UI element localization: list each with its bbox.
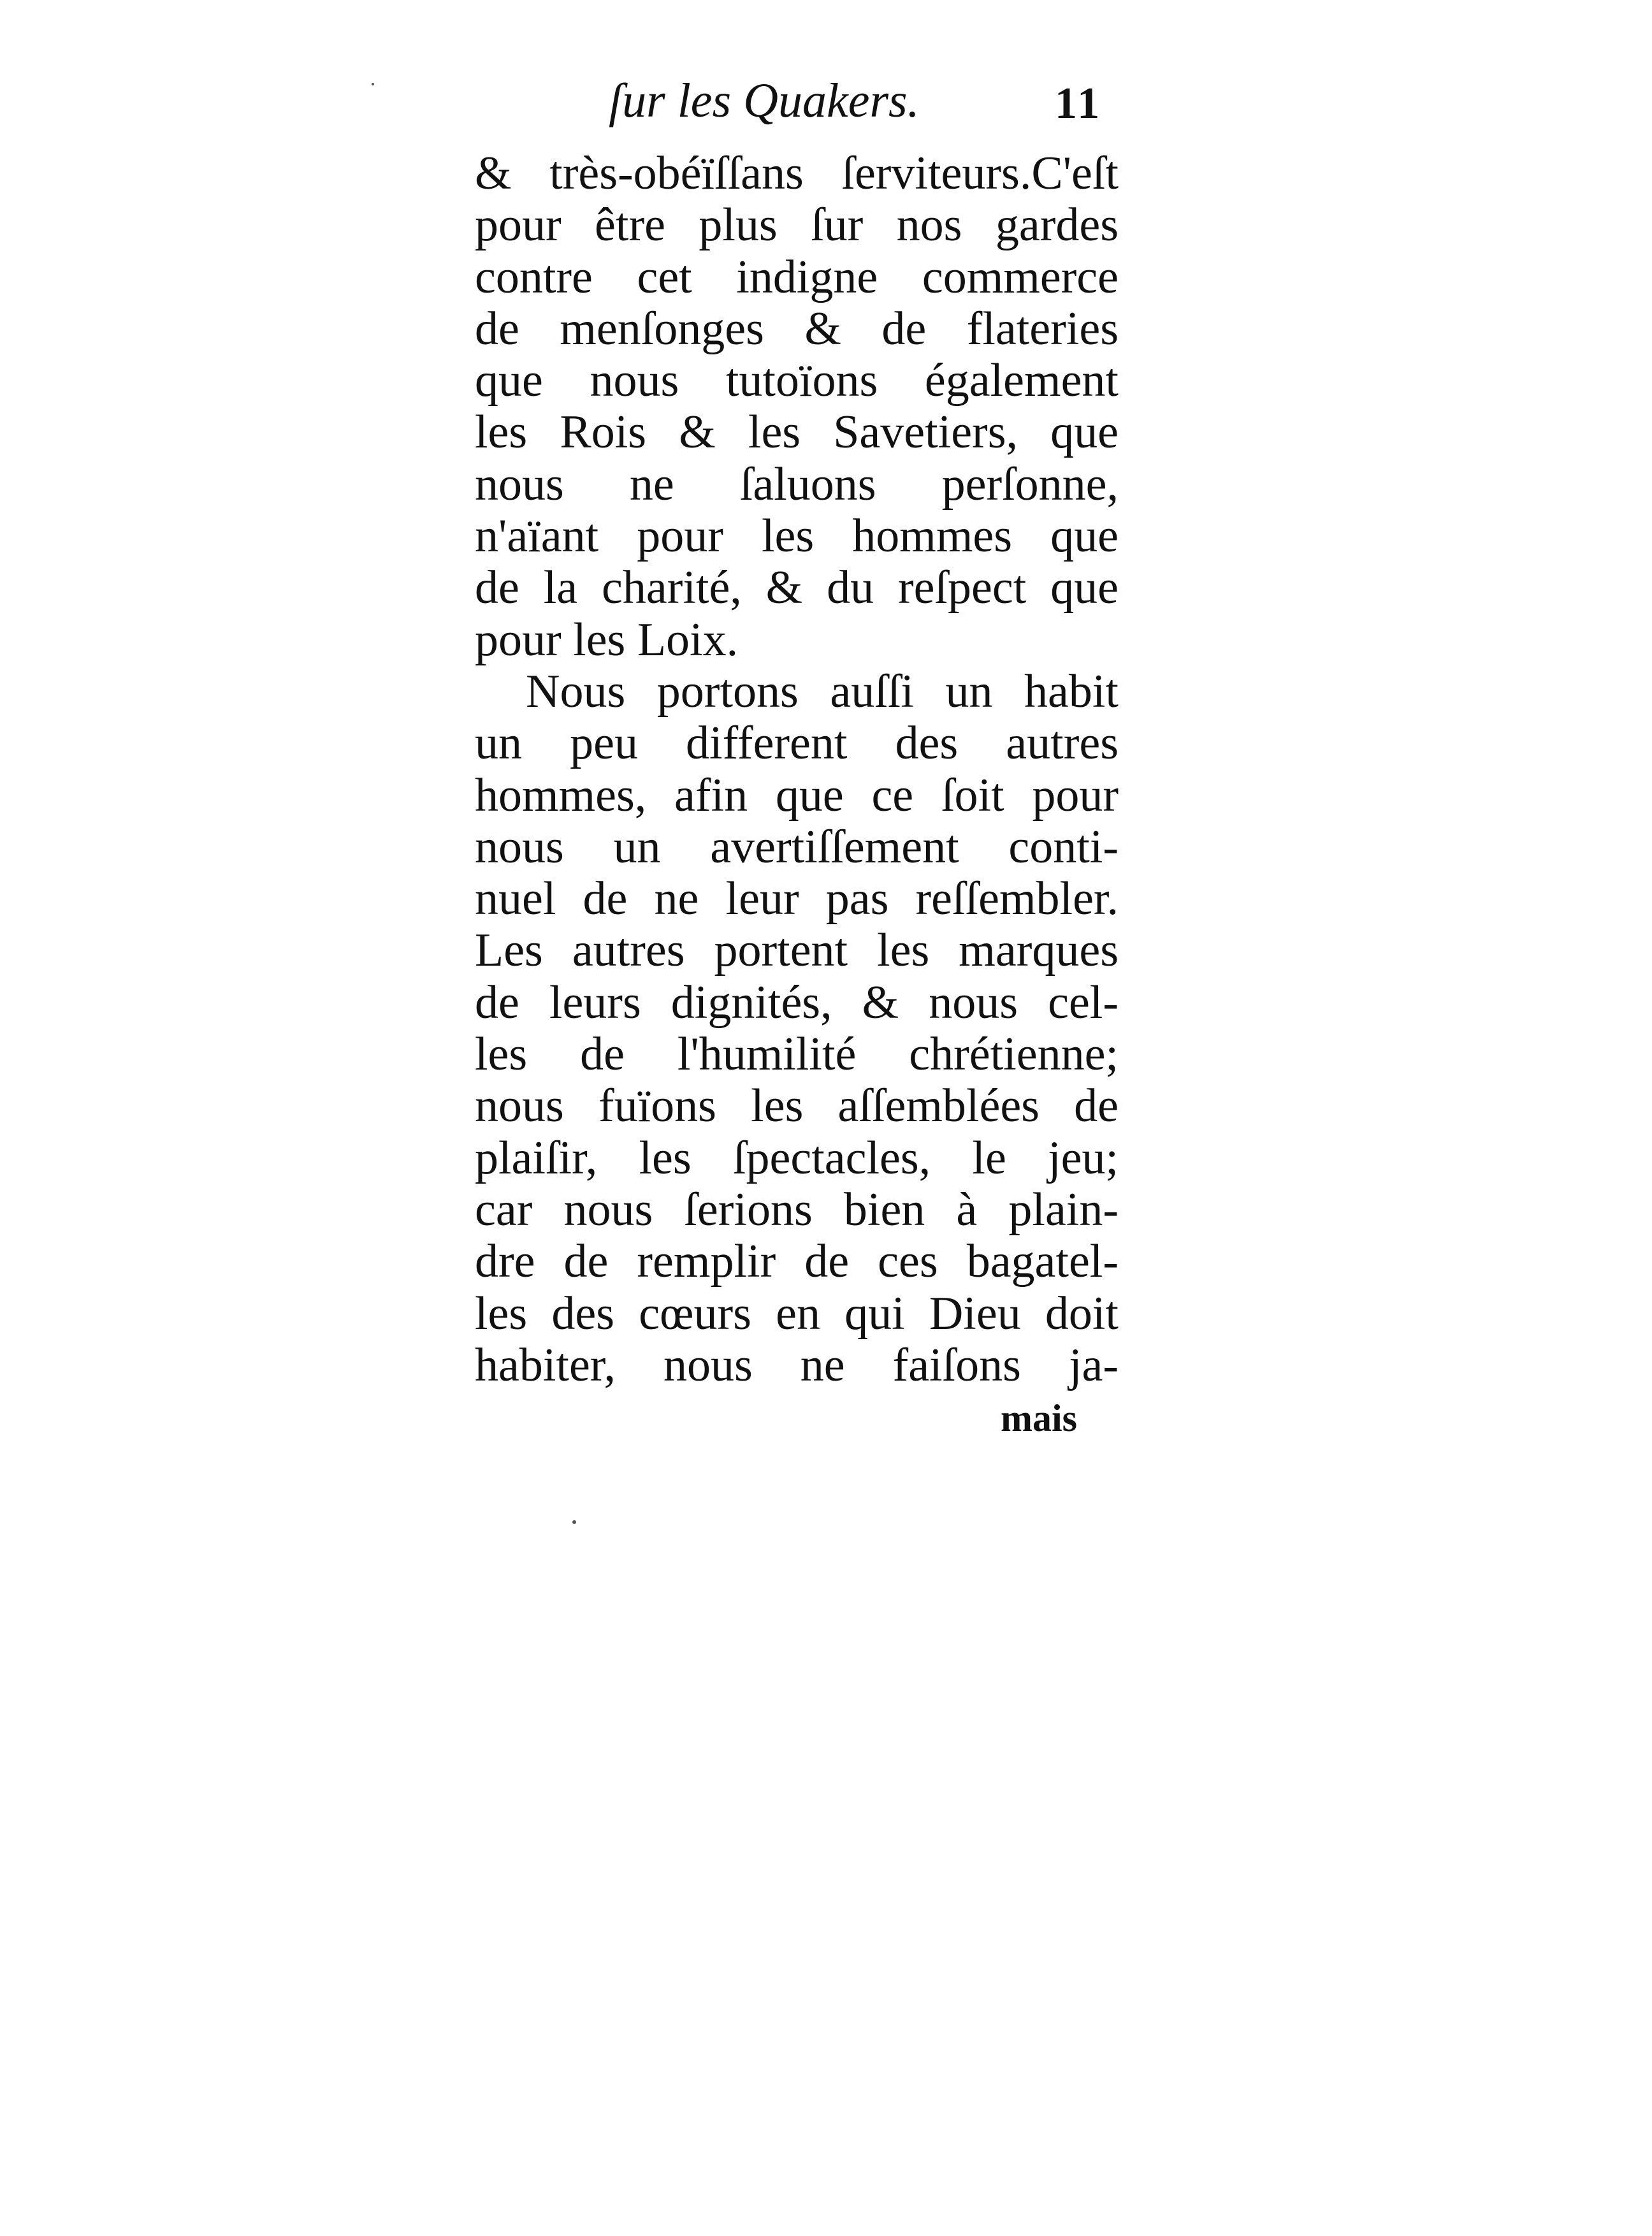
text-line: nous ne ſaluons perſonne, [475, 458, 1119, 511]
text-line: dre de remplir de ces bagatel- [475, 1235, 1119, 1288]
text-line: & très-obéïſſans ſerviteurs.C'eſt [475, 147, 1119, 200]
ink-speck [572, 1520, 576, 1524]
text-line: de menſonges & de flateries [475, 302, 1119, 355]
text-line: nuel de ne leur pas reſſembler. [475, 873, 1119, 926]
catchword: mais [1001, 1397, 1077, 1439]
page-number: 11 [1055, 79, 1103, 128]
text-line: hommes, afin que ce ſoit pour [475, 769, 1119, 822]
text-line: que nous tutoïons également [475, 354, 1119, 407]
text-line: contre cet indigne commerce [475, 250, 1119, 303]
text-line: plaiſir, les ſpectacles, le jeu; [475, 1131, 1119, 1184]
paragraph-start-line: Nous portons auſſi un habit [526, 665, 1119, 718]
text-line: les des cœurs en qui Dieu doit [475, 1287, 1119, 1340]
text-line: habiter, nous ne faiſons ja- [475, 1339, 1119, 1391]
body-text [475, 148, 1119, 1391]
text-line: pour les Loix. [475, 613, 739, 666]
text-line: les de l'humilité chrétienne; [475, 1028, 1119, 1081]
text-line: pour être plus ſur nos gardes [475, 199, 1119, 252]
text-line: car nous ſerions bien à plain- [475, 1183, 1119, 1236]
text-line: de la charité, & du reſpect que [475, 562, 1119, 614]
text-line: nous un avertiſſement conti- [475, 820, 1119, 873]
text-line: les Rois & les Savetiers, que [475, 406, 1119, 459]
text-line: n'aïant pour les hommes que [475, 510, 1119, 563]
ink-speck [372, 83, 374, 85]
running-head: ſur les Quakers. [609, 74, 920, 127]
text-line: de leurs dignités, & nous cel- [475, 976, 1119, 1029]
text-line: Les autres portent les marques [475, 924, 1119, 977]
text-line: nous fuïons les aſſemblées de [475, 1080, 1119, 1133]
text-line: un peu different des autres [475, 717, 1119, 770]
